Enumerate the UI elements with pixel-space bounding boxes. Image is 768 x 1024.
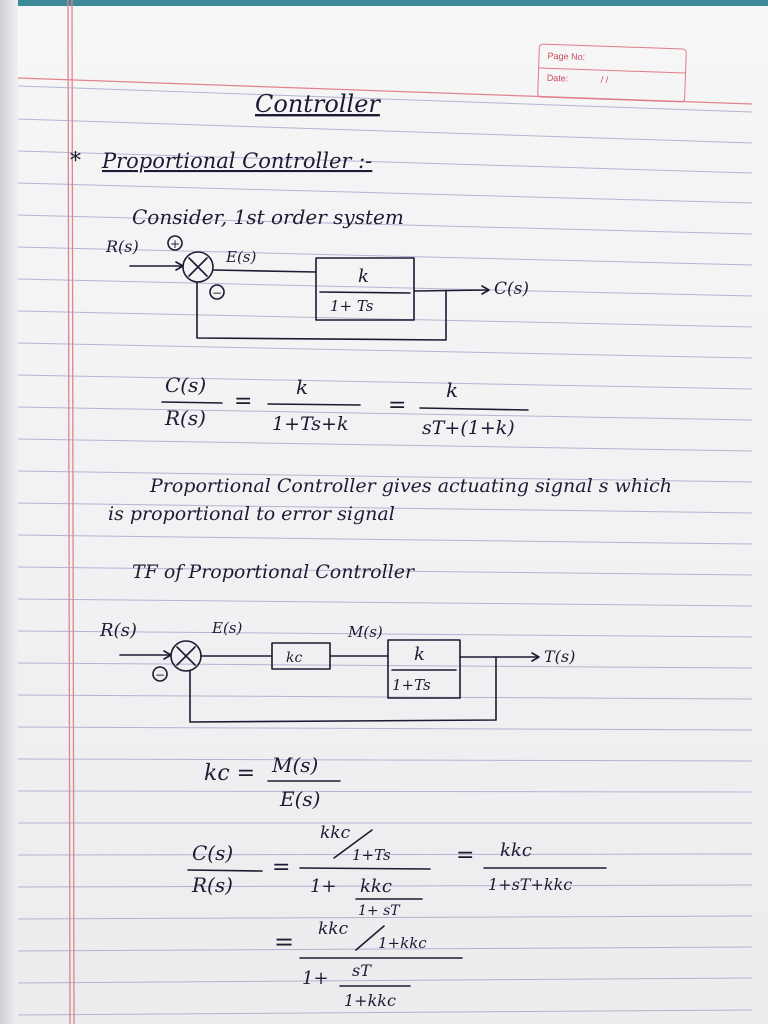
d1-block-num: k bbox=[358, 266, 369, 287]
eq2-den: E(s) bbox=[280, 787, 321, 811]
eq4-den-bottom: 1+kkc bbox=[344, 991, 396, 1010]
eq1-mid-den: 1+Ts+k bbox=[272, 413, 349, 435]
eq2-lhs: kc = bbox=[204, 761, 256, 786]
d1-minus-sign: − bbox=[212, 286, 223, 300]
eq3-mid-num-bottom: 1+Ts bbox=[352, 846, 391, 864]
eq1-mid-num: k bbox=[296, 375, 309, 399]
date-label: Date: bbox=[546, 72, 569, 84]
svg-text:=: = bbox=[234, 389, 253, 414]
section-bullet: * bbox=[70, 149, 81, 174]
d1-input-label: R(s) bbox=[106, 237, 139, 256]
d1-output-label: C(s) bbox=[494, 279, 529, 299]
eq3-rhs-den: 1+sT+kkc bbox=[488, 875, 573, 894]
equation-2 bbox=[204, 753, 340, 811]
page-title: Controller bbox=[255, 90, 380, 118]
eq1-rhs-num: k bbox=[446, 378, 459, 402]
eq1-lhs-den: R(s) bbox=[165, 406, 206, 430]
d1-block-den: 1+ Ts bbox=[330, 297, 374, 315]
svg-text:=: = bbox=[272, 855, 291, 880]
d2-block-num: k bbox=[414, 644, 425, 665]
d2-m-label: M(s) bbox=[348, 623, 383, 641]
page-no-label: Page No: bbox=[547, 50, 586, 63]
eq3-mid-den-bottom: 1+ sT bbox=[358, 903, 400, 919]
equation-3 bbox=[188, 823, 606, 919]
svg-text:=: = bbox=[274, 928, 295, 956]
equation-1 bbox=[162, 373, 528, 439]
d1-error-line bbox=[213, 270, 316, 272]
svg-text:=: = bbox=[456, 843, 475, 868]
d2-feedback-path bbox=[190, 657, 496, 722]
block-diagram-2 bbox=[99, 619, 575, 722]
d2-minus-sign: − bbox=[155, 668, 166, 682]
d2-controller-label: kc bbox=[286, 650, 303, 666]
eq4-num-top: kkc bbox=[318, 919, 349, 939]
eq1-rhs-den: sT+(1+k) bbox=[422, 417, 515, 439]
description-line-2: is proportional to error signal bbox=[108, 503, 395, 525]
d1-plus-sign: + bbox=[170, 237, 181, 251]
eq1-lhs-num: C(s) bbox=[165, 373, 207, 397]
svg-text:=: = bbox=[388, 393, 407, 418]
eq3-mid-den-top: kkc bbox=[360, 876, 392, 897]
eq4-num-bottom: 1+kkc bbox=[378, 934, 427, 952]
section-heading: Proportional Controller :- bbox=[102, 149, 373, 173]
eq3-lhs-num: C(s) bbox=[192, 841, 234, 865]
eq3-lhs-den: R(s) bbox=[192, 873, 233, 897]
eq2-num: M(s) bbox=[272, 753, 319, 777]
d1-output-arrow bbox=[414, 290, 488, 291]
description-line-1: Proportional Controller gives actuating signal s which bbox=[150, 475, 672, 497]
eq3-mid-den-lead: 1+ bbox=[310, 876, 337, 897]
date-value: / / bbox=[600, 74, 609, 85]
eq3-mid-num-top: kkc bbox=[320, 823, 351, 843]
d2-output-label: T(s) bbox=[544, 647, 576, 666]
block-diagram-1 bbox=[105, 236, 529, 340]
d1-error-label: E(s) bbox=[226, 248, 257, 266]
intro-line: Consider, 1st order system bbox=[132, 205, 404, 229]
eq4-den-lead: 1+ bbox=[302, 968, 329, 989]
d2-block-den: 1+Ts bbox=[392, 676, 431, 694]
equation-4 bbox=[274, 919, 462, 1010]
eq4-den-top: sT bbox=[352, 961, 371, 980]
d2-input-label: R(s) bbox=[100, 620, 137, 641]
eq3-rhs-num: kkc bbox=[500, 840, 532, 861]
tf-heading: TF of Proportional Controller bbox=[132, 561, 415, 583]
d1-feedback-path bbox=[197, 282, 446, 340]
d2-error-label: E(s) bbox=[212, 619, 243, 637]
